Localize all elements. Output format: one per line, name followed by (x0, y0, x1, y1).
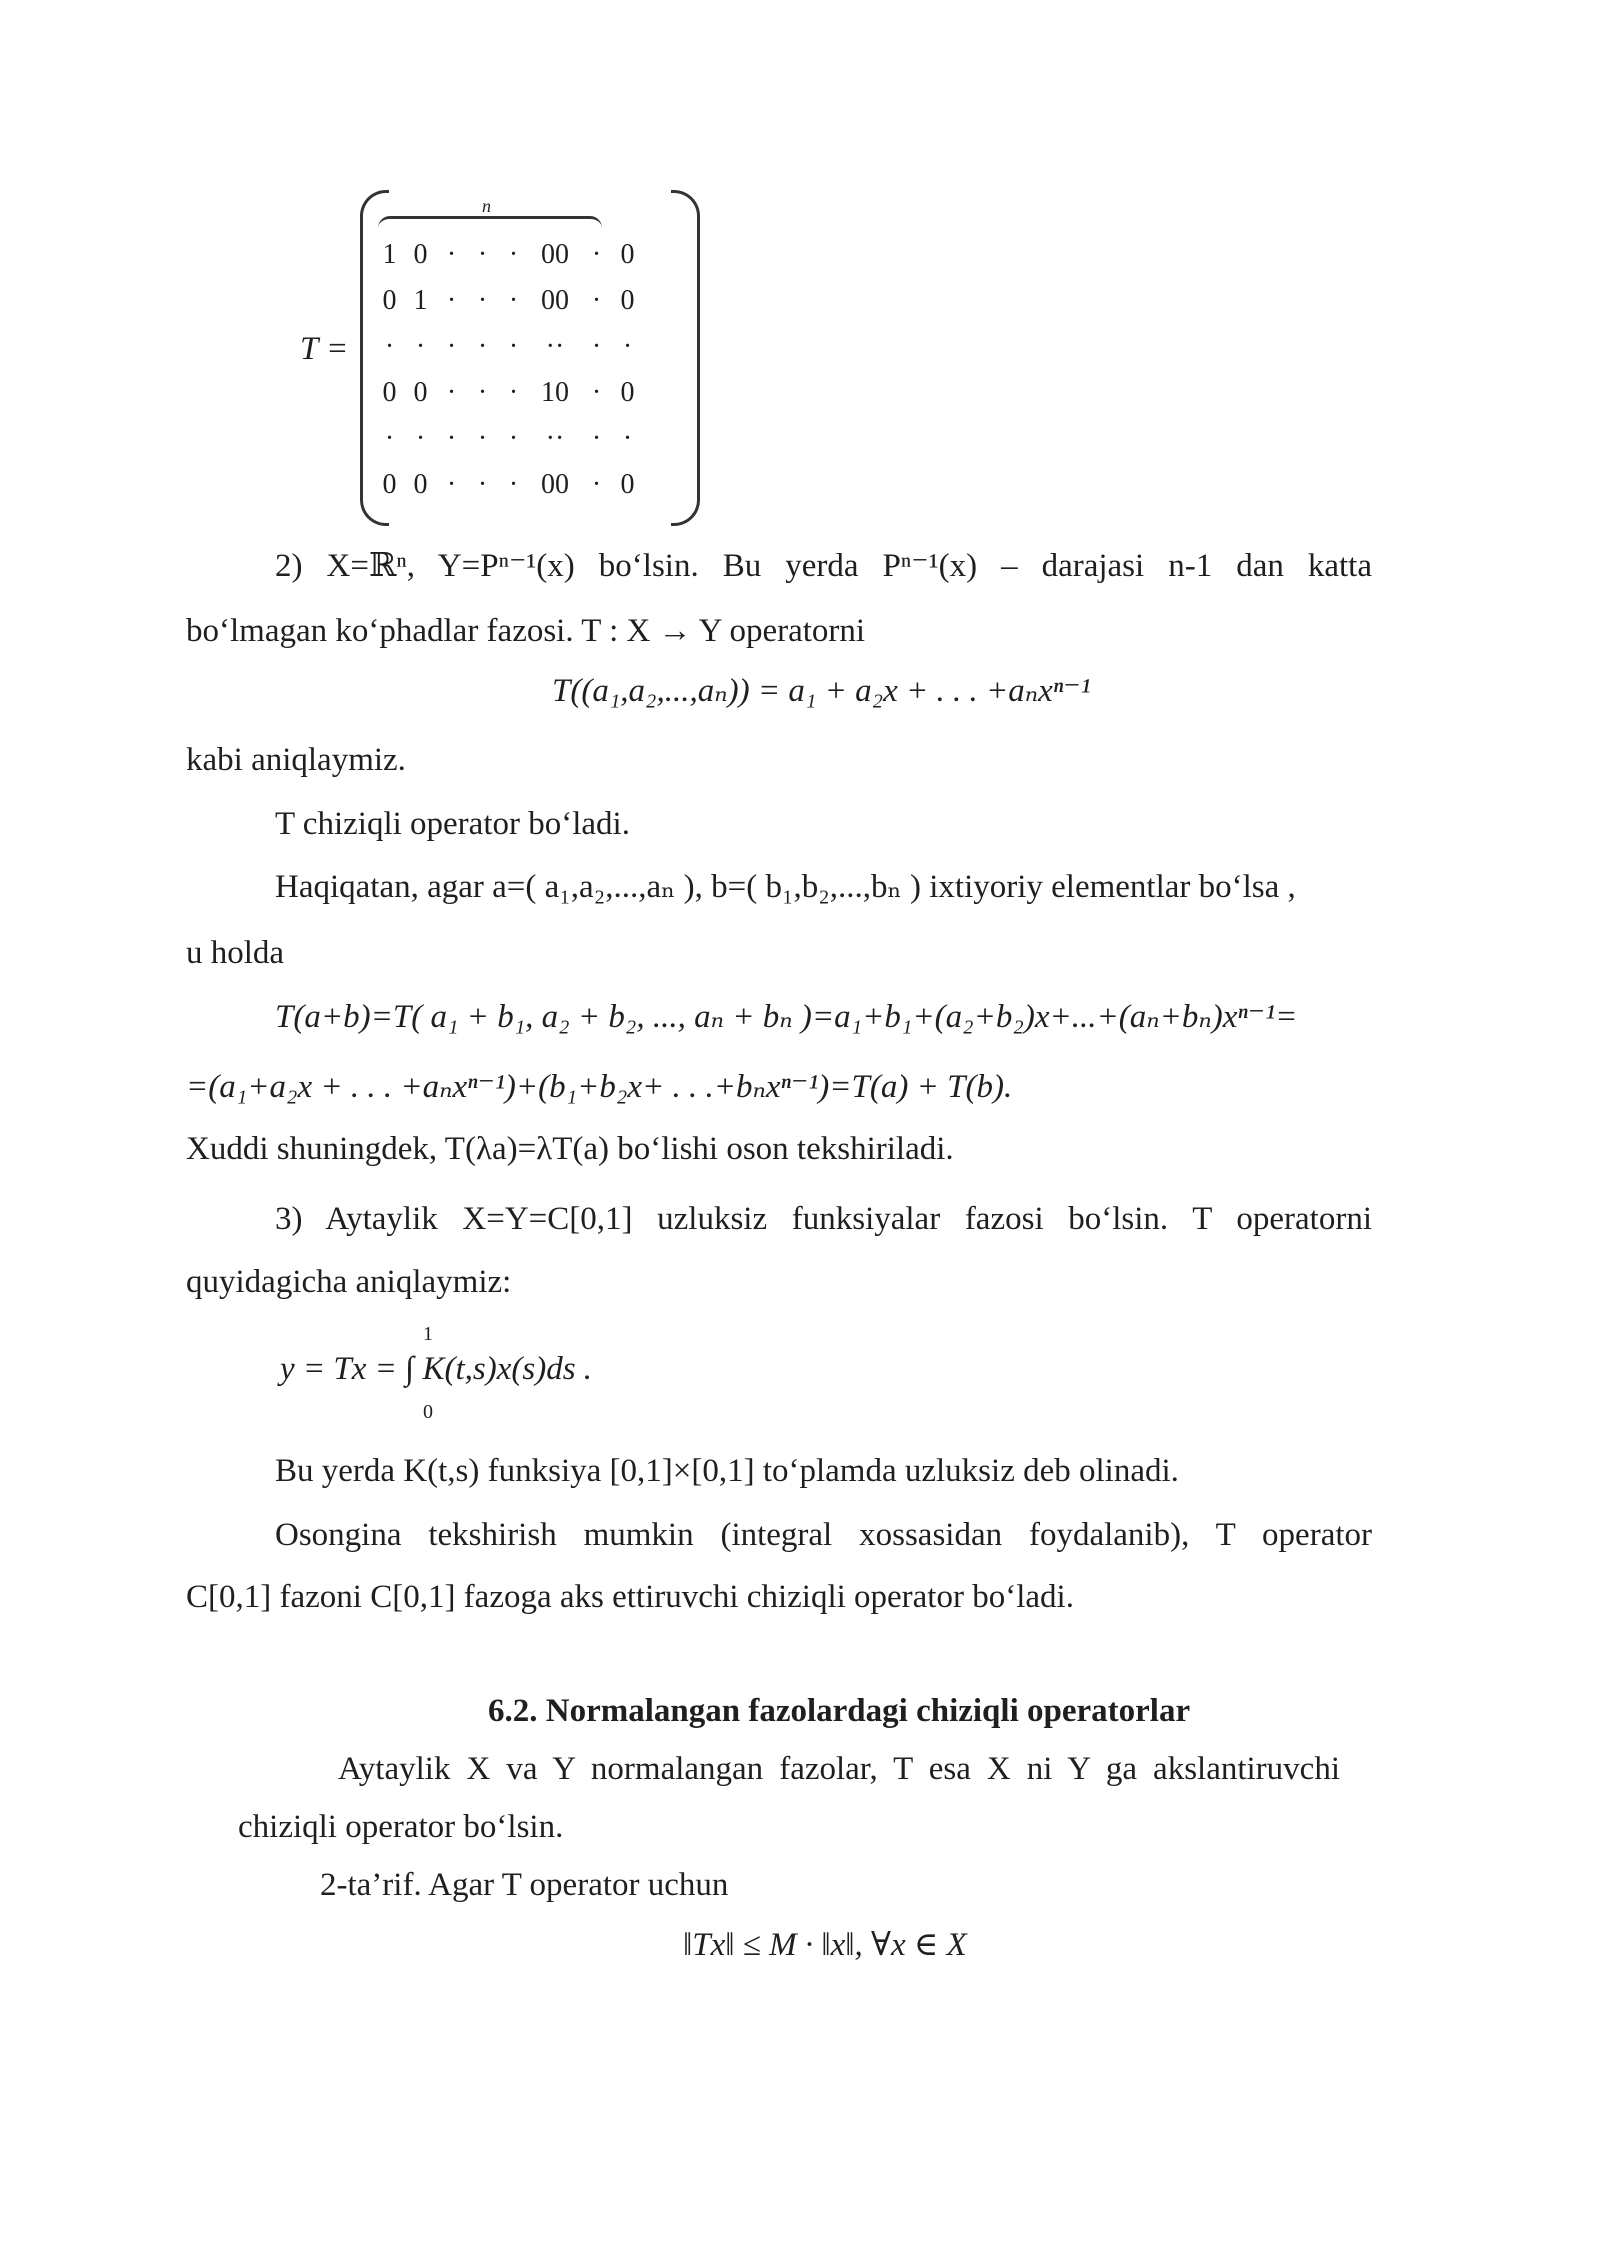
matrix-cell: 0 (413, 469, 428, 501)
matrix-cell: 00 (541, 469, 569, 501)
definition-2: 2-ta’rif. Agar T operator uchun (320, 1867, 729, 1903)
matrix-T (360, 190, 700, 530)
matrix-cell: · (477, 377, 488, 409)
matrix-cell: · (622, 331, 633, 363)
section-title: 6.2. Normalangan fazolardagi chiziqli operatorlar (488, 1693, 1191, 1729)
matrix-cell: · (508, 469, 519, 501)
matrix-cell: 0 (382, 377, 397, 409)
example-2-line-6: u holda (186, 935, 285, 971)
matrix-cell: 1 (413, 285, 428, 317)
integral-lower-limit: 0 (423, 1401, 433, 1423)
matrix-lhs: T = (300, 331, 349, 367)
matrix-cell: · (446, 377, 457, 409)
overbrace-label: n (482, 196, 491, 216)
matrix-row (374, 324, 643, 370)
matrix-cell: 10 (541, 377, 569, 409)
matrix-row (374, 278, 643, 324)
matrix-cell: · (446, 285, 457, 317)
matrix-cell: · (477, 469, 488, 501)
definition-formula: ‖Tx‖ ≤ M · ‖x‖, ∀x ∈ X (683, 1927, 967, 1963)
matrix-row (374, 232, 643, 278)
matrix-cell: ·· (545, 423, 565, 455)
matrix-cell: ·· (545, 331, 565, 363)
matrix-cell: · (591, 423, 602, 455)
example-2-line-1: 2) X=ℝⁿ, Y=Pⁿ⁻¹(x) bo‘lsin. Bu yerda Pⁿ⁻¹(x) – darajasi n-1 dan katta (275, 548, 1372, 584)
matrix-cell: 0 (620, 239, 635, 271)
integral-upper-limit: 1 (423, 1323, 433, 1345)
matrix-cell: · (591, 377, 602, 409)
matrix-cell: · (508, 423, 519, 455)
example-2-formula: T((a₁,a₂,...,aₙ)) = a₁ + a₂x + . . . +aₙxⁿ⁻¹ (552, 673, 1091, 709)
matrix-cell: · (384, 331, 395, 363)
right-parenthesis (671, 190, 700, 526)
matrix-cell: 0 (413, 377, 428, 409)
matrix-cell: · (477, 331, 488, 363)
matrix-cell: 0 (620, 285, 635, 317)
example-2-sum-line-2: =(a₁+a₂x + . . . +aₙxⁿ⁻¹)+(b₁+b₂x+ . . .+bₙxⁿ⁻¹)=T(a) + T(b). (186, 1069, 1013, 1105)
matrix-cell: 00 (541, 285, 569, 317)
matrix-cell: · (446, 423, 457, 455)
example-2-line-4: T chiziqli operator bo‘ladi. (275, 806, 630, 842)
matrix-cell: 0 (382, 469, 397, 501)
matrix-cell: · (477, 239, 488, 271)
matrix-cell: · (477, 285, 488, 317)
example-3-line-3: Bu yerda K(t,s) funksiya [0,1]×[0,1] to‘plamda uzluksiz deb olinadi. (275, 1453, 1179, 1489)
matrix-cell: · (591, 469, 602, 501)
section-line-2: chiziqli operator bo‘lsin. (238, 1809, 564, 1845)
matrix-cell: · (508, 285, 519, 317)
matrix-cell: · (446, 239, 457, 271)
example-2-line-3: kabi aniqlaymiz. (186, 742, 406, 778)
matrix-cell: · (508, 239, 519, 271)
matrix-cell: 0 (620, 377, 635, 409)
matrix-cell: · (415, 423, 426, 455)
matrix-cell: 00 (541, 239, 569, 271)
matrix-cell: 0 (382, 285, 397, 317)
matrix-cell: 1 (382, 239, 397, 271)
example-3-line-5: C[0,1] fazoni C[0,1] fazoga aks ettiruvchi chiziqli operator bo‘ladi. (186, 1579, 1074, 1615)
example-3-line-2: quyidagicha aniqlaymiz: (186, 1264, 512, 1300)
matrix-cell: · (508, 331, 519, 363)
matrix-cell: · (591, 239, 602, 271)
matrix-row (374, 370, 643, 416)
matrix-row (374, 462, 643, 508)
matrix-cell: 0 (620, 469, 635, 501)
matrix-cell: · (477, 423, 488, 455)
matrix-cell: · (384, 423, 395, 455)
matrix-row (374, 416, 643, 462)
matrix-table (374, 232, 643, 508)
matrix-cell: · (446, 469, 457, 501)
matrix-cell: · (508, 377, 519, 409)
matrix-cell: · (591, 285, 602, 317)
example-2-line-5: Haqiqatan, agar a=( a₁,a₂,...,aₙ ), b=( b₁,b₂,...,bₙ ) ixtiyoriy elementlar bo‘lsa , (275, 869, 1296, 905)
example-2-homogeneity: Xuddi shuningdek, T(λa)=λT(a) bo‘lishi oson tekshiriladi. (186, 1131, 954, 1167)
example-3-line-1: 3) Aytaylik X=Y=C[0,1] uzluksiz funksiyalar fazosi bo‘lsin. T operatorni (275, 1201, 1372, 1237)
matrix-cell: · (415, 331, 426, 363)
integral-formula: y = Tx = ∫ K(t,s)x(s)ds . (280, 1351, 593, 1387)
overbrace (378, 216, 602, 229)
section-line-1: Aytaylik X va Y normalangan fazolar, T esa X ni Y ga akslantiruvchi (338, 1751, 1340, 1787)
example-3-line-4: Osongina tekshirish mumkin (integral xossasidan foydalanib), T operator (275, 1517, 1372, 1553)
matrix-cell: · (622, 423, 633, 455)
example-2-sum-line-1: T(a+b)=T( a₁ + b₁, a₂ + b₂, ..., aₙ + bₙ )=a₁+b₁+(a₂+b₂)x+...+(aₙ+bₙ)xⁿ⁻¹= (275, 999, 1298, 1035)
matrix-cell: · (446, 331, 457, 363)
matrix-cell: · (591, 331, 602, 363)
matrix-cell: 0 (413, 239, 428, 271)
example-2-line-2: bo‘lmagan ko‘phadlar fazosi. T : X → Y operatorni (186, 613, 866, 649)
